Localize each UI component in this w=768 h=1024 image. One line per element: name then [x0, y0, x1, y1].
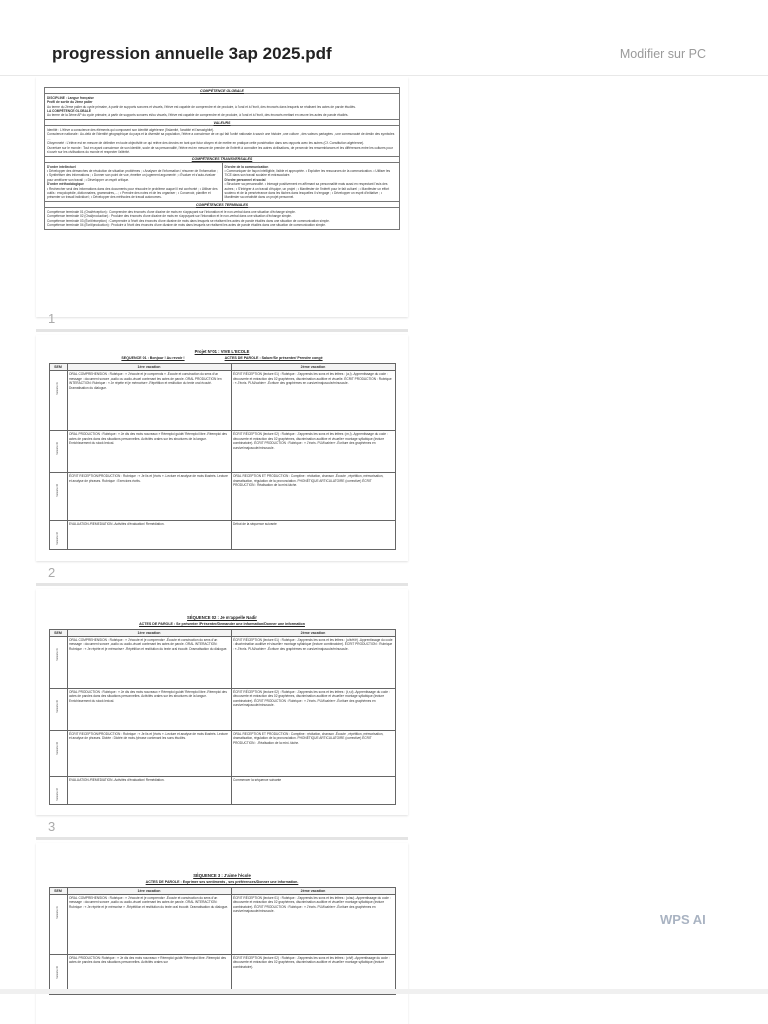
edit-on-pc-button[interactable]: Modifier sur PC — [619, 47, 706, 61]
sequence-title: SÉQUENCE 3 : J'aime l'école — [193, 873, 251, 878]
bottom-bar — [0, 989, 768, 994]
pdf-page-2 — [36, 335, 408, 561]
table-row: Semaine 01 ORAL COMPREHENSION : Rubrique : « J'écoute et je comprends » -Écoute et construction du sens d'un message : document sonore ,audio ou audio-visuel contenant les actes de parole. ORAL PRODUCTION /en INTERACTION: Rubrique : « Je répète et je mémorise» -Répétition et restitution du texte oral écouté. Dramatisation du dialogue. ÉCRIT RÉCEPTION (lecture 01) : Rubrique : J'apprends les sons et les lettres : (a,i) -Apprentissage du code : découverte et extraction des 02 graphèmes, discrimination auditive et visuelle. ÉCRIT PRODUCTION : Rubrique : « J'écris. PLM/cahier» -Écriture des graphèmes en cursive/majuscule/minuscule. — [49, 371, 395, 431]
actes-de-parole: ACTES DE PAROLE : Se présenter /Présenter/Demander une information/Donner une information — [139, 621, 305, 626]
terminales-heading: COMPÉTENCES TERMINALES — [45, 202, 399, 208]
sequence-header: SEQUENCE 01 : Bonjour ! Au revoir ! ACTES DE PAROLE : Saluer/Se présenter/ Prendre congé — [121, 356, 323, 360]
profil-block: DISCIPLINE : Langue française Profil de sortie du 2ème palier Au terme du 2ème palier du cycle primaire, à partir de supports sonores et visuels, l'élève est capable de comprendre et de produire, à l'oral et à l'écrit, des énoncés dans lesquels se réalisent les actes de parole étudiés. LA COMPÉTENCE GLOBALE Au terme de la 3ème AP du cycle primaire, à partir de supports sonores et/ou visuels, l'élève est capable de comprendre et de produire, à l'oral et à l'écrit, des énoncés mettant en œuvre les actes de parole étudiés. — [45, 94, 399, 120]
sequence-title: SÉQUENCE 02 : Je m'appelle Nadir — [187, 615, 257, 620]
valeurs-heading: VALEURS — [45, 120, 399, 126]
pdf-page-1 — [36, 77, 408, 317]
page-separator — [36, 583, 408, 586]
transversales-columns: D'ordre intellectuel • Développer des démarches de résolution de situation problèmes ; • Analyser de l'information / résumer de l'information ; • Synthétiser des informations ; • Donner son point de vue, émettre un jugement argumenté ; • Évaluer et s'auto-évaluer pour améliorer son travail ; • Développer un esprit critique. D'ordre méthodologique • Rechercher seul des informations dans des documents pour résoudre le problème auquel il est confronté ; • Utiliser des outils : encyclopédie, dictionnaires, grammaires,... ; • Prendre des notes et de les organiser ; • Concevoir, planifier et présenter un travail individuel ; • Développer des méthodes de travail autonomes. D'ordre de la communication • Communiquer de façon intelligible, lisible et appropriée. • Exploiter les ressources de la communication. • Utiliser les TICE dans son travail scolaire et extrascolaire. D'ordre personnel et social • Structurer sa personnalité. • Interagir positivement en affirmant sa personnalité mais aussi en respectant l'avis des autres ; • S'intégrer à un travail d'équipe, un projet ; • Manifester de l'intérêt pour le fait culturel ; • Manifester un effort soutenu et de la persévérance dans les tâches dans lesquelles il s'engage ; • Développer un esprit d'initiative ; • Manifester sa créativité dans un projet personnel. — [45, 163, 399, 202]
sequence-table: SEM 1ère vacation 2ème vacation Semaine 01 ORAL COMPREHENSION : Rubrique : « J'écoute et je comprends» -Écoute et construction du sens d'un message : document sonore ,audio ou audio-visuel contenant les actes de parole. ORAL INTERACTION: Rubrique : « Je répète et je mémorise » -Répétition et restitution du texte oral écouté. Dramatisation du dialogue. ÉCRIT RÉCEPTION (lecture 01) : Rubrique : J'apprends les sons et les lettres : (o/au) -Apprentissage du code : découverte et extraction des 02 graphèmes, discrimination auditive et visuelle» montage syllabique (lecture combinatoire). ÉCRIT PRODUCTION : Rubrique : « J'écris. PLM/cahier» -Écriture des graphèmes en cursive/majuscule/minuscule. Semaine 02 ORAL PRODUCTION: Rubrique : « Je dis des mots nouveaux » Réemploi guidé/ Réemploi libre -Réemploi des actes de paroles dans des situations personnelles. Activités orales sur ÉCRIT RÉCEPTION (lecture 02) : Rubrique : J'apprends les sons et les lettres : (ch/f) -Apprentissage du code : découverte et extraction des 02 graphèmes, discrimination auditive et visuelle» montage syllabique (lecture combinatoire). — [49, 887, 396, 995]
sequence-table: SEM 1ère vacation 2ème vacation Semaine 01 ORAL COMPREHENSION : Rubrique : « J'écoute et je comprends » -Écoute et construction du sens d'un message : document sonore ,audio ou audio-visuel contenant les actes de parole. ORAL PRODUCTION /en INTERACTION: Rubrique : « Je répète et je mémorise» -Répétition et restitution du texte oral écouté. Dramatisation du dialogue. ÉCRIT RÉCEPTION (lecture 01) : Rubrique : J'apprends les sons et les lettres : (a,i) -Apprentissage du code : découverte et extraction des 02 graphèmes, discrimination auditive et visuelle. ÉCRIT PRODUCTION : Rubrique : « J'écris. PLM/cahier» -Écriture des graphèmes en cursive/majuscule/minuscule. Semaine 02 ORAL PRODUCTION : Rubrique : « Je dis des mots nouveaux » Réemploi guidé/ Réemploi libre -Réemploi des actes de paroles dans des situations personnelles. Activités orales sur les structures de la langue. Enrichissement du stock lexical. ÉCRIT RÉCEPTION (lecture 02) : Rubrique : J'apprends les sons et les lettres :(m,l) -Apprentissage du code : découverte et extraction des 02 graphèmes, discrimination auditive et visuelle» montage syllabique (lecture combinatoire). ÉCRIT PRODUCTION : Rubrique : « J'écris. PLM/cahier» -Écriture des graphèmes en cursive/majuscule/minuscule. Semaine 03 ÉCRIT RECEPTION/PRODUCTION : Rubrique : « Je lis et j'écris » -Lecture et analyse de mots illustrés. Lecture et analyse de phrases. Rubrique : Exercices écrits. ORAL RECEPTION ET PRODUCTION : Comptine : récitation, chanson -Écoute , répétition, mémorisation, dramatisation, régulation de la prononciation. PHONÉTIQUE ARTICULATOIRE (corrective) ÉCRIT PRODUCTION : Réalisation de la mini-tâche. Semaine 04 EVALUATION /REMEDIATION -Activités d'évaluation/ Remédiation. Début de la séquence suivante — [49, 363, 396, 550]
top-bar — [0, 0, 768, 76]
page-number-2: 2 — [48, 565, 56, 580]
table-row: Semaine 03 ÉCRIT RECEPTION/PRODUCTION : Rubrique : « Je lis et j'écris » -Lecture et analyse de mots illustrés. Lecture et analyse de phrases. Rubrique : Exercices écrits. ORAL RECEPTION ET PRODUCTION : Comptine : récitation, chanson -Écoute , répétition, mémorisation, dramatisation, régulation de la prononciation. PHONÉTIQUE ARTICULATOIRE (corrective) ÉCRIT PRODUCTION : Réalisation de la mini-tâche. — [49, 473, 395, 521]
table-row: Semaine 04 EVALUATION /REMEDIATION -Activités d'évaluation/ Remédiation. Début de la séquence suivante — [49, 521, 395, 549]
table-row: Semaine 03 ÉCRIT RECEPTION/PRODUCTION : Rubrique : « Je lis et j'écris » -Lecture et analyse de mots illustrés. Lecture et analyse de phrases. Dictée : Dictée de mots /phrase contenant les sons étudiés. ORAL RECEPTION ET PRODUCTION : Comptine : récitation, chanson -Écoute , répétition, mémorisation, dramatisation, régulation de la prononciation. PHONÉTIQUE ARTICULATOIRE (corrective) ÉCRIT PRODUCTION : -Réalisation de la mini- tâche. — [49, 730, 395, 776]
table-row: Semaine 02 ORAL PRODUCTION: Rubrique : « Je dis des mots nouveaux » Réemploi guidé/ Réemploi libre -Réemploi des actes de paroles dans des situations personnelles. Activités orales sur ÉCRIT RÉCEPTION (lecture 02) : Rubrique : J'apprends les sons et les lettres : (ch/f) -Apprentissage du code : découverte et extraction des 02 graphèmes, discrimination auditive et visuelle» montage syllabique (lecture combinatoire). — [49, 954, 395, 994]
valeurs-block: Identité : L'élève a conscience des éléments qui composent son identité algérienne (l'islamité, l'arabité et l'amazighité). Conscience nationale : Au-delà de l'identité géographique du pays et la diversité sa population, l'élève a conscience de ce qui fait l'unité nationale à savoir une histoire ,une culture , des valeurs partagées , une communauté de destin des symboles .... Citoyenneté : L'élève est en mesure de délimiter en toute objectivité ce qui relève des devoirs en tant que futur citoyen et de mettre en pratique cette pondération dans ses rapports avec les autres (Cf. Constitution algérienne). Ouverture sur le monde : Tout en ayant conscience de son identité, socle de sa personnalité, l'élève est en mesure de prendre de l'intérêt à connaître les autres civilisations, de percevoir les ressemblances et les différences entre les cultures pour s'ouvrir sur les civilisations du monde et respecter l'altérité. — [45, 126, 399, 156]
projet-title: Projet N°01 : VIVE L'ECOLE — [194, 349, 250, 354]
table-row: Semaine 01 ORAL COMPREHENSION : Rubrique : « J'écoute et je comprends» -Écoute et construction du sens d'un message : document sonore ,audio ou audio-visuel contenant les actes de parole. ORAL INTERACTION: Rubrique : « Je répète et je mémorise» -Répétition et restitution du texte oral écouté. Dramatisation du dialogue. ÉCRIT RÉCEPTION (lecture 01) : Rubrique : J'apprends les sons et les lettres : (u/é/è/ê) -Apprentissage du code : discrimination auditive et visuelle» montage syllabique (lecture combinatoire). ÉCRIT PRODUCTION : Rubrique : « J'écris. PLM/cahier» -Écriture des graphèmes en cursive/majuscule/minuscule. — [49, 636, 395, 688]
page-separator — [36, 837, 408, 840]
table-row: Semaine 02 ORAL PRODUCTION : Rubrique : « Je dis des mots nouveaux » Réemploi guidé/ Réemploi libre -Réemploi des actes de paroles dans des situations personnelles. Activités orales sur les structures de la langue. Enrichissement du stock lexical. ÉCRIT RÉCEPTION (lecture 02) : Rubrique : J'apprends les sons et les lettres :(m,l) -Apprentissage du code : découverte et extraction des 02 graphèmes, discrimination auditive et visuelle» montage syllabique (lecture combinatoire). ÉCRIT PRODUCTION : Rubrique : « J'écris. PLM/cahier» -Écriture des graphèmes en cursive/majuscule/minuscule. — [49, 431, 395, 473]
table-row: Semaine 01 ORAL COMPREHENSION : Rubrique : « J'écoute et je comprends» -Écoute et construction du sens d'un message : document sonore ,audio ou audio-visuel contenant les actes de parole. ORAL INTERACTION: Rubrique : « Je répète et je mémorise » -Répétition et restitution du texte oral écouté. Dramatisation du dialogue. ÉCRIT RÉCEPTION (lecture 01) : Rubrique : J'apprends les sons et les lettres : (o/au) -Apprentissage du code : découverte et extraction des 02 graphèmes, discrimination auditive et visuelle» montage syllabique (lecture combinatoire). ÉCRIT PRODUCTION : Rubrique : « J'écris. PLM/cahier» -Écriture des graphèmes en cursive/majuscule/minuscule. — [49, 894, 395, 954]
competence-table — [44, 87, 400, 230]
terminales-block: Compétence terminale 01 (Oral/réception) : Comprendre des énoncés d'une dizaine de mots en s'appuyant sur l'intonation et le non-verbal dans une situation d'échange simple. Compétence terminale 02 (Oral/production) : Produire des énoncés d'une dizaine de mots en s'appuyant sur l'intonation et le non-verbal dans une situation d'échange simple. Compétence terminale 03 (Écrit/réception) : Comprendre à l'écrit des énoncés d'une dizaine de mots dans lesquels se réalisent les actes de parole étudiés dans une situation de communication simple. Compétence terminale 04 (Écrit/production) : Produire à l'écrit des énoncés d'une dizaine de mots dans lesquels se réalisent les actes de parole étudiés dans une situation de communication simple. — [47, 209, 330, 228]
pdf-page-3 — [36, 589, 408, 815]
table-row: Semaine 02 ORAL PRODUCTION : Rubrique : « Je dis des mots nouveaux » Réemploi guidé/ Réemploi libre -Réemploi des actes de paroles dans des situations personnelles. Activités orales sur les structures de la langue. Enrichissement du stock lexical. ÉCRIT RÉCEPTION (lecture 02) : Rubrique : J'apprends les sons et les lettres : (t,r,d) -Apprentissage du code : découverte et extraction des 02 graphèmes, discrimination auditive et visuelle» montage syllabique (lecture combinatoire). ÉCRIT PRODUCTION : Rubrique : « J'écris. PLM/cahier» -Écriture des graphèmes en cursive/majuscule/minuscule. — [49, 688, 395, 730]
page-separator — [36, 329, 408, 332]
competence-globale-heading: COMPÉTENCE GLOBALE — [45, 88, 399, 94]
document-title: progression annuelle 3ap 2025.pdf — [52, 44, 332, 63]
transversales-heading: COMPÉTENCES TRANSVERSALES — [45, 157, 399, 163]
pdf-viewer[interactable] — [0, 77, 768, 1024]
sequence-table: SEM 1ère vacation 2ème vacation Semaine 01 ORAL COMPREHENSION : Rubrique : « J'écoute et je comprends» -Écoute et construction du sens d'un message : document sonore ,audio ou audio-visuel contenant les actes de parole. ORAL INTERACTION: Rubrique : « Je répète et je mémorise» -Répétition et restitution du texte oral écouté. Dramatisation du dialogue. ÉCRIT RÉCEPTION (lecture 01) : Rubrique : J'apprends les sons et les lettres : (u/é/è/ê) -Apprentissage du code : discrimination auditive et visuelle» montage syllabique (lecture combinatoire). ÉCRIT PRODUCTION : Rubrique : « J'écris. PLM/cahier» -Écriture des graphèmes en cursive/majuscule/minuscule. Semaine 02 ORAL PRODUCTION : Rubrique : « Je dis des mots nouveaux » Réemploi guidé/ Réemploi libre -Réemploi des actes de paroles dans des situations personnelles. Activités orales sur les structures de la langue. Enrichissement du stock lexical. ÉCRIT RÉCEPTION (lecture 02) : Rubrique : J'apprends les sons et les lettres : (t,r,d) -Apprentissage du code : découverte et extraction des 02 graphèmes, discrimination auditive et visuelle» montage syllabique (lecture combinatoire). ÉCRIT PRODUCTION : Rubrique : « J'écris. PLM/cahier» -Écriture des graphèmes en cursive/majuscule/minuscule. Semaine 03 ÉCRIT RECEPTION/PRODUCTION : Rubrique : « Je lis et j'écris » -Lecture et analyse de mots illustrés. Lecture et analyse de phrases. Dictée : Dictée de mots /phrase contenant les sons étudiés. ORAL RECEPTION ET PRODUCTION : Comptine : récitation, chanson -Écoute , répétition, mémorisation, dramatisation, régulation de la prononciation. PHONÉTIQUE ARTICULATOIRE (corrective) ÉCRIT PRODUCTION : -Réalisation de la mini- tâche. Semaine 04 EVALUATION /REMEDIATION -Activités d'évaluation/ Remédiation. Commencer la séquence suivante — [49, 629, 396, 806]
wps-ai-button[interactable]: WPS AI — [660, 912, 706, 927]
page-number-3: 3 — [48, 819, 56, 834]
pdf-page-4 — [36, 843, 408, 1024]
actes-de-parole: ACTES DE PAROLE : Exprimer ses sentiments , ses préférences/Donner une information. — [145, 879, 299, 884]
page-number-1: 1 — [48, 311, 56, 326]
table-row: Semaine 04 EVALUATION /REMEDIATION -Activités d'évaluation/ Remédiation. Commencer la séquence suivante — [49, 776, 395, 804]
